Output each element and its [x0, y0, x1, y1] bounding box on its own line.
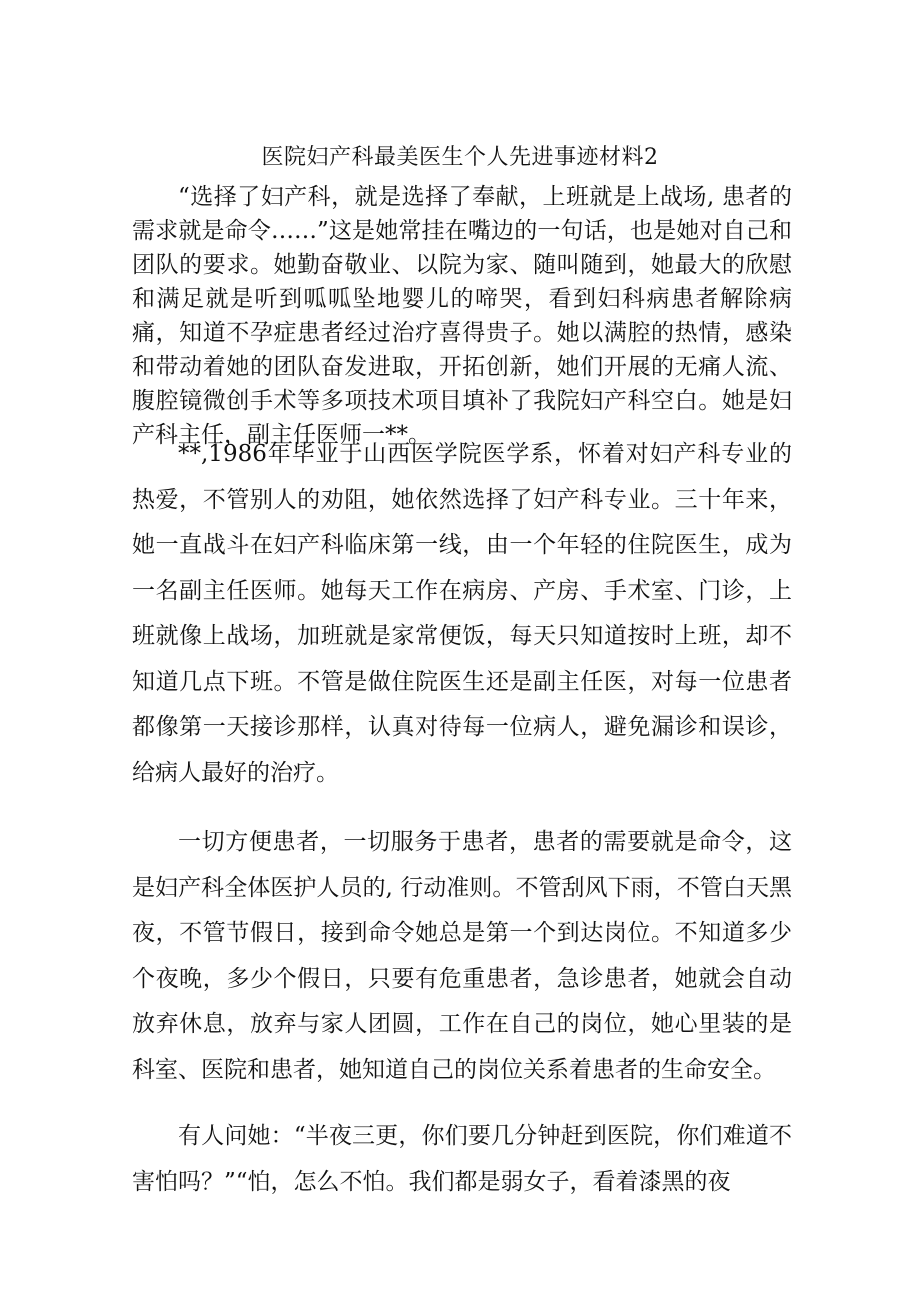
paragraph-1: “选择了妇产科，就是选择了奉献，上班就是上战场, 患者的需求就是命令……”这是她常挂在嘴边的一句话，也是她对自己和团队的要求。她勤奋敬业、以院为家、随叫随到，她最大的欣慰和满足就是听到呱呱坠地婴儿的啼哭，看到妇科病患者解除病痛，知道不孕症患者经过治疗喜得贵子。她以满腔的热情，感染和带动着她的团队奋发进取，开拓创新，她们开展的无痛人流、腹腔镜微创手术等多项技术项目填补了我院妇产科空白。她是妇产科主任，副主任医师一**。	[132, 184, 792, 448]
paragraph-4: 有人问她：“半夜三更，你们要几分钟赶到医院，你们难道不害怕吗？”“怕，怎么不怕。我们都是弱女子，看着漆黑的夜	[132, 1123, 792, 1195]
paragraph-2: **,1986年毕业于山西医学院医学系，怀着对妇产科专业的热爱，不管别人的劝阻，她依然选择了妇产科专业。三十年来，她一直战斗在妇产科临床第一线，由一个年轻的住院医生，成为一名副主任医师。她每天工作在病房、产房、手术室、门诊，上班就像上战场，加班就是家常便饭，每天只知道按时上班，却不知道几点下班。不管是做住院医生还是副主任医，对每一位患者都像第一天接诊那样，认真对待每一位病人，避免漏诊和误诊，给病人最好的治疗。	[132, 441, 792, 786]
document-title: 医院妇产科最美医生个人先进事迹材料2	[261, 145, 659, 170]
paragraph-3: 一切方便患者，一切服务于患者，患者的需要就是命令，这是妇产科全体医护人员的, 行动准则。不管刮风下雨，不管白天黑夜，不管节假日，接到命令她总是第一个到达岗位。不知道多少个夜晚，多少个假日，只要有危重患者，急诊患者，她就会自动放弃休息，放弃与家人团圆，工作在自己的岗位，她心里装的是科室、医院和患者，她知道自己的岗位关系着患者的生命安全。	[132, 829, 792, 1083]
